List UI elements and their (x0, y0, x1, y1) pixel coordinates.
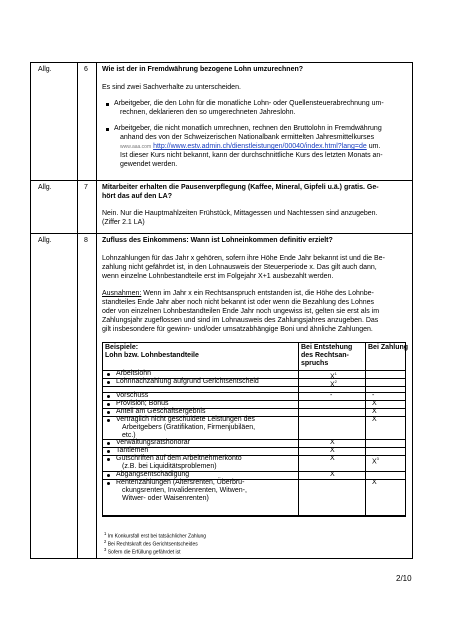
table-header: des Rechtsan- (301, 352, 349, 359)
table-cell-label: (z.B. bei Liquiditätsproblemen) (122, 463, 217, 470)
page-number: 2/10 (396, 574, 412, 583)
paragraph-line: Zahlungsjahr zugeflossen und sind im Lohnausweis des Zahlungsjahres anzugeben. Das (102, 317, 379, 324)
bullet-icon (106, 103, 109, 106)
table-cell-zahlung: $X^3$ (372, 456, 379, 466)
table-cell-label: Gutschriften auf dem Arbeitnehmerkonto (116, 455, 242, 462)
footnote: $^2$ Bei Rechtskraft des Gerichtsentscheides (104, 539, 198, 548)
bullet-icon (107, 450, 110, 453)
table-cell-label: Provision; Bonus (116, 400, 169, 407)
paragraph-line: oder von einzelnen Lohnbestandteilen Ende Jahr noch ungewiss ist, gelten sie erst als im (102, 308, 380, 315)
footnote: $^1$ Im Konkursfall erst bei tatsächlicher Zahlung (104, 531, 207, 540)
table-cell-label: Vorschuss (116, 392, 149, 399)
paragraph-line: standteiles Ende Jahr aber noch nicht bekannt ist oder wenn die Bezahlung des Lohnes (102, 299, 375, 306)
table-header: Bei Entstehung (301, 344, 353, 351)
table-cell-label: Lohnnachzahlung aufgrund Gerichtsentscheid (116, 378, 259, 385)
row-number: 8 (84, 237, 88, 244)
table-header: Bei Zahlung (368, 344, 409, 351)
paragraph-line: wenn einzelne Lohnbestandteile erst im Folgejahr X+1 ausbezahlt werden. (102, 273, 334, 280)
bullet-icon (106, 128, 109, 131)
bullet-text-line: Arbeitgeber, die nicht monatlich umrechnen, rechnen den Bruttolohn in Fremdwährung (114, 125, 382, 132)
table-cell-entstehung: X (330, 447, 335, 454)
question-title: Zufluss des Einkommens: Wann ist Lohneinkommen definitiv erzielt? (102, 237, 333, 244)
row-divider (30, 233, 413, 234)
paragraph-line: gilt insbesondere für gewinn- und/oder umsatzabhängige Boni und ähnliche Zahlungen. (102, 326, 373, 333)
row-category: Allg. (38, 237, 52, 244)
table-cell-entstehung: $X^1$ (330, 371, 337, 381)
row-category: Allg. (38, 184, 52, 191)
link-trailing: um. (366, 143, 381, 150)
table-cell-zahlung: X (372, 400, 377, 407)
table-cell-label: Verwaltungsratshonorar (116, 439, 190, 446)
table-cell-zahlung: X (372, 479, 377, 486)
table-cell-label: Anteil am Geschäftsergebnis (116, 408, 206, 415)
exceptions-text: Wenn im Jahr x ein Rechtsanspruch entstanden ist, die Höhe des Lohnbe- (141, 290, 374, 297)
bullet-icon (107, 403, 110, 406)
bullet-icon (107, 458, 110, 461)
bullet-text-line: anhand des von der Schweizerischen Nationalbank ermittelten Jahresmittelkurses (120, 134, 375, 141)
bullet-icon (107, 419, 110, 422)
bullet-text-line: gewendet werden. (120, 161, 178, 168)
question-title: Mitarbeiter erhalten die Pausenverpflegung (Kaffee, Mineral, Gipfeli u.ä.) gratis. Ge- (102, 184, 379, 191)
table-cell-zahlung: X (372, 416, 377, 423)
table-cell-label: etc.) (122, 432, 136, 439)
bullet-icon (107, 411, 110, 414)
table-cell-zahlung: - (372, 392, 375, 399)
table-cell-entstehung: - (330, 392, 333, 399)
question-title: Wie ist der in Fremdwährung bezogene Lohn umzurechnen? (102, 66, 304, 73)
row-number: 7 (84, 184, 88, 191)
table-cell-label: Vertraglich nicht geschuldete Leistungen des (116, 416, 255, 423)
bullet-icon (107, 482, 110, 485)
column-divider (77, 62, 78, 559)
bullet-text-line: Ist dieser Kurs nicht bekannt, kann der durchschnittliche Kurs des letzten Monats an- (120, 152, 383, 159)
paragraph-line: zahlung nicht gefährdet ist, in den Lohnausweis der Steuerperiode x. Das gilt auch dann, (102, 264, 377, 271)
table-col-divider (365, 342, 366, 516)
table-header: Lohn bzw. Lohnbestandteile (105, 352, 199, 359)
snb-link[interactable]: http://www.estv.admin.ch/dienstleistungen/00040/index.html?lang=de (153, 143, 367, 150)
bullet-icon (107, 474, 110, 477)
table-header: Beispiele: (105, 344, 139, 351)
table-cell-entstehung: X (330, 471, 335, 478)
table-cell-label: Tantiemen (116, 447, 149, 454)
bullet-text-line: rechnen, deklarieren den so umgerechneten Jahreslohn. (120, 109, 296, 116)
table-cell-label: ckungsrenten, Invalidenrenten, Witwen-, (122, 487, 247, 494)
row-category: Allg. (38, 66, 52, 73)
paragraph-line (102, 290, 374, 299)
column-divider (96, 62, 97, 559)
bullet-link-line (120, 143, 380, 152)
grey-url: www.aaa.com (120, 144, 152, 150)
row-divider (30, 180, 413, 181)
table-cell-entstehung: X (330, 455, 335, 462)
answer-text: (Ziffer 2.1 LA) (102, 219, 145, 226)
table-col-divider (298, 342, 299, 516)
footnote: $^3$ Sofern die Erfüllung gefährdet ist (104, 547, 181, 556)
bullet-icon (107, 395, 110, 398)
table-cell-label: Arbeitgebers (Gratifikation, Firmenjubiläen, (122, 424, 256, 431)
table-cell-label: Abgangsentschädigung (116, 471, 190, 478)
paragraph-line: Lohnzahlungen für das Jahr x gehören, sofern ihre Höhe Ende Jahr bekannt ist und die Be- (102, 255, 385, 262)
table-header: spruchs (301, 360, 329, 367)
question-title: hört das auf den LA? (102, 193, 172, 200)
bullet-icon (107, 381, 110, 384)
exceptions-label: Ausnahmen: (102, 290, 142, 297)
answer-text: Nein. Nur die Hauptmahlzeiten Frühstück, Mittagessen und Nachtessen sind anzugeben. (102, 210, 378, 217)
table-row-divider (102, 516, 406, 517)
bullet-icon (107, 442, 110, 445)
table-cell-entstehung: X (330, 439, 335, 446)
row-number: 6 (84, 66, 88, 73)
table-cell-zahlung: X (372, 408, 377, 415)
table-cell-label: Arbeitslohn (116, 370, 152, 377)
table-cell-entstehung: $X^2$ (330, 379, 337, 389)
table-cell-label: Rentenzahlungen (Altersrenten, Überbrü- (116, 479, 245, 486)
table-cell-label: Witwer- oder Waisenrenten) (122, 495, 209, 502)
bullet-icon (107, 373, 110, 376)
bullet-text-line: Arbeitgeber, die den Lohn für die monatliche Lohn- oder Quellensteuerabrechnung um- (114, 100, 384, 107)
answer-intro: Es sind zwei Sachverhalte zu unterscheiden. (102, 84, 241, 91)
